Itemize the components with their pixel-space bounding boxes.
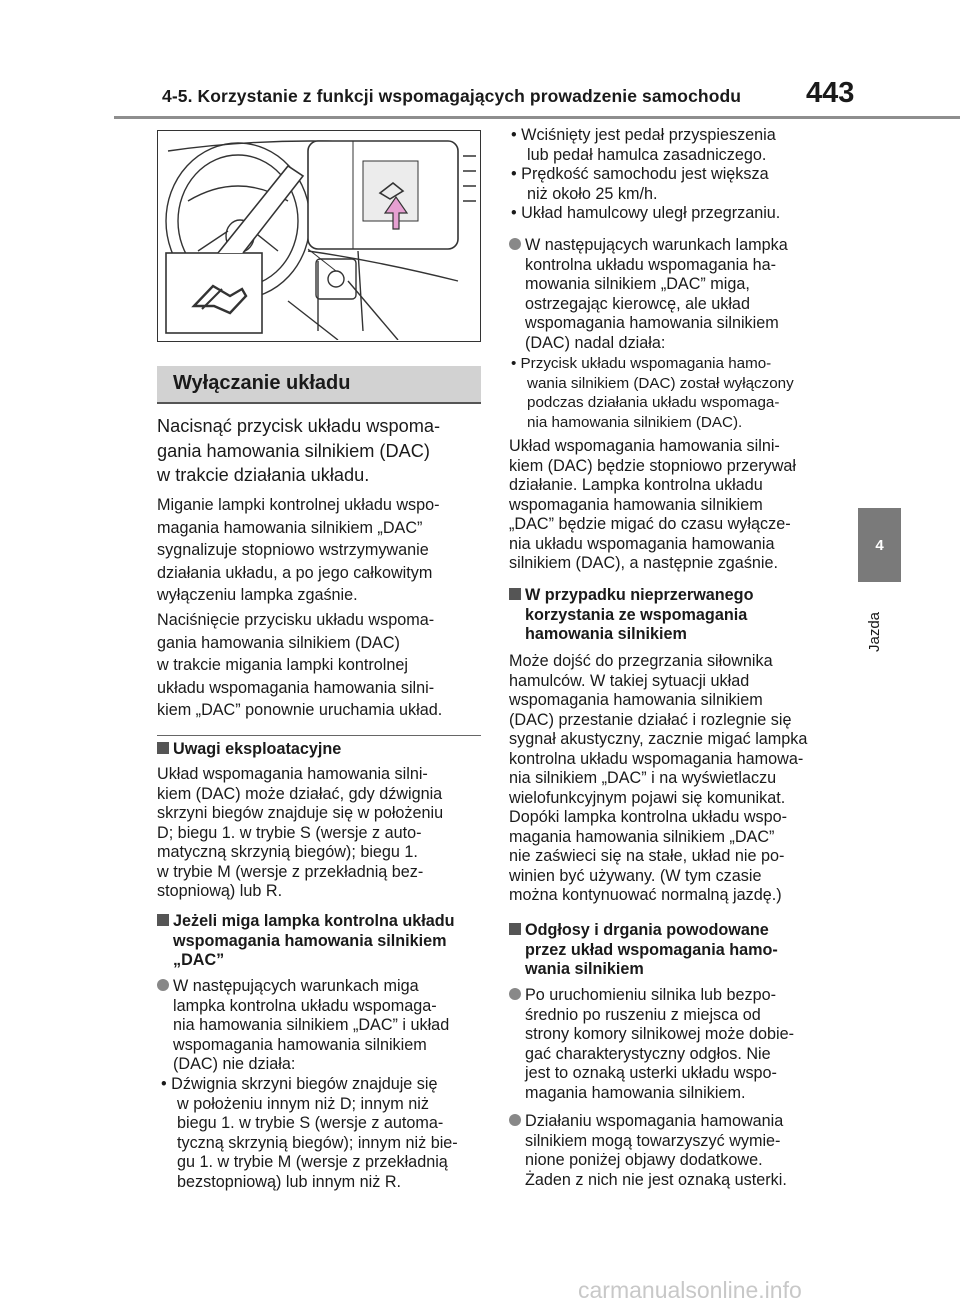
square-bullet-icon bbox=[509, 588, 521, 600]
paragraph-restart-info: Naciśnięcie przycisku układu wspoma- gania hamowania silnikiem (DAC) w trakcie migania lampki kontrolnej układu wspomagania hamowania silni- kiem „DAC” ponownie uruchamia układ. bbox=[157, 611, 443, 719]
paragraph-blink-info: Miganie lampki kontrolnej układu wspo- magania hamowania silnikiem „DAC” sygnalizuje stopniowo wstrzymywanie działania układu, a po jego całkowitym wyłączeniu lampka zgaśnie. bbox=[157, 496, 440, 604]
section-title: Wyłączanie układu bbox=[173, 372, 351, 394]
header-rule bbox=[114, 116, 960, 119]
notes-heading: Uwagi eksploatacyjne bbox=[157, 741, 341, 757]
chapter-label-text: Jazda bbox=[866, 611, 883, 652]
square-bullet-icon bbox=[157, 742, 169, 754]
chapter-label bbox=[866, 592, 894, 652]
top-bullets: • Wciśnięty jest pedał przyspieszenia lub pedał hamulca zasadniczego. • Prędkość samochodu jest większa niż około 25 km/h. • Układ hamulcowy uległ przegrzaniu. bbox=[511, 126, 781, 222]
dashboard-dac-button-illustration bbox=[157, 130, 481, 342]
circle-bullet-icon bbox=[157, 979, 169, 991]
noise-text-2: Działaniu wspomagania hamowania silnikiem mogą towarzyszyć wymie- nione poniżej objawy dodatkowe. Żaden z nich nie jest oznaką usterki. bbox=[509, 1112, 787, 1190]
section-divider bbox=[157, 735, 481, 736]
chapter-tab[interactable] bbox=[858, 508, 901, 582]
page-number: 443 bbox=[806, 77, 855, 109]
noise-text-1: Po uruchomieniu silnika lub bezpo- średnio po ruszeniu z miejsca od strony komory silnikowej może dobie- gać charakterystyczny odgłos. Nie jest to oznaką usterki układu wspo- magania hamowania silnikiem. bbox=[509, 986, 794, 1103]
intro-text: Nacisnąć przycisk układu wspoma- gania hamowania silnikiem (DAC) w trakcie działania układu. bbox=[157, 416, 441, 486]
watermark: carmanualsonline.info bbox=[578, 1277, 802, 1303]
warn-text: W następujących warunkach lampka kontrolna układu wspomagania ha- mowania silnikiem „DAC” miga, ostrzegając kierowcę, ale układ wspomagania hamowania silnikiem (DAC) nadal działa: bbox=[509, 236, 788, 353]
circle-bullet-icon bbox=[509, 1114, 521, 1126]
section-heading bbox=[157, 366, 481, 404]
blink-bullets: • Dźwignia skrzyni biegów znajduje się w położeniu innym niż D; innym niż biegu 1. w trybie S (wersje z automa- tyczną skrzynią biegów); innym niż bie- gu 1. w trybie M (wersje z przekładnią bezstopniową) lub innym niż R. bbox=[161, 1075, 458, 1191]
square-bullet-icon bbox=[157, 914, 169, 926]
square-bullet-icon bbox=[509, 923, 521, 935]
circle-bullet-icon bbox=[509, 238, 521, 250]
notes-text: Układ wspomagania hamowania silni- kiem (DAC) może działać, gdy dźwignia skrzyni biegów znajduje się w położeniu D; biegu 1. w trybie S (wersje z auto- matyczną skrzynią biegów); biegu 1. w trybie M (wersje z przekładnią bez- stopniową) lub R. bbox=[157, 765, 444, 900]
blink-text: W następujących warunkach miga lampka kontrolna układu wspomaga- nia hamowania silnikiem „DAC” i układ wspomagania hamowania silnikiem (DAC) nie działa: bbox=[157, 977, 449, 1075]
header-title: 4-5. Korzystanie z funkcji wspomagających prowadzenie samochodu bbox=[162, 86, 742, 106]
warn-bullets: • Przycisk układu wspomagania hamo- wania silnikiem (DAC) został wyłączony podczas działania układu wspomaga- nia hamowania silnikiem (DAC). bbox=[511, 355, 794, 431]
chapter-number: 4 bbox=[875, 536, 884, 554]
dashboard-drawing bbox=[158, 131, 479, 340]
circle-bullet-icon bbox=[509, 988, 521, 1000]
noise-heading: Odgłosy i drgania powodowane przez układ wspomagania hamo- wania silnikiem bbox=[509, 921, 778, 980]
interrupt-paragraph: Układ wspomagania hamowania silni- kiem (DAC) będzie stopniowo przerywał działanie. Lampka kontrolna układu wspomagania hamowania silnikiem „DAC” będzie migać do czasu wyłącze- nia układu wspomagania hamowania silnikiem (DAC), a następnie zgaśnie. bbox=[509, 437, 796, 572]
blink-heading: Jeżeli miga lampka kontrolna układu wspomagania hamowania silnikiem „DAC” bbox=[157, 912, 455, 971]
continuous-use-text: Może dojść do przegrzania siłownika hamulców. W takiej sytuacji układ wspomagania hamowania silnikiem (DAC) przestanie działać i rozlegnie się sygnał akustyczny, zacznie migać lampka kontrolna układu wspomagania hamowa- nia silnikiem „DAC” i na wyświetlaczu wielofunkcyjnym pojawi się komunikat. Dopóki lampka kontrolna układu wspo- magania hamowania silnikiem „DAC” nie zaświeci się na stałe, układ nie po- winien być używany. (W tym czasie można kontynuować normalną jazdę.) bbox=[509, 652, 808, 904]
continuous-use-heading: W przypadku nieprzerwanego korzystania ze wspomagania hamowania silnikiem bbox=[509, 586, 753, 645]
